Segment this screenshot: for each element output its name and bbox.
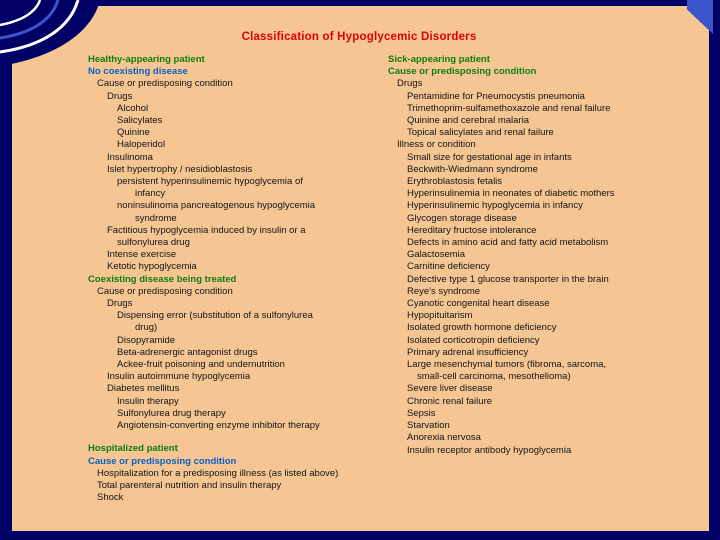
outline-line: small-cell carcinoma, mesothelioma) [417,371,571,383]
outline-line: Defects in amino acid and fatty acid metabolism [407,237,609,249]
outline-line: Isolated corticotropin deficiency [407,334,540,346]
outline-line: No coexisting disease [88,66,188,78]
outline-line: Sick-appearing patient [388,54,490,65]
outline-line: persistent hyperinsulinemic hypoglycemia of [117,176,303,188]
outline-line: Salicylates [117,115,163,127]
outline-line: Ketotic hypoglycemia [107,261,197,273]
bottom-border [0,531,720,540]
outline-line: Angiotensin-converting enzyme inhibitor therapy [117,420,320,432]
outline-line: Pentamidine for Pneumocystis pneumonia [407,90,585,102]
outline-line: Galactosemia [407,249,466,261]
outline-line: Drugs [107,90,133,102]
outline-line: Quinine and cerebral malaria [407,115,529,127]
slide-title: Classification of Hypoglycemic Disorders [241,31,477,43]
outline-line: Cause or predisposing condition [388,66,537,78]
outline-line: Insulin receptor antibody hypoglycemia [407,444,572,456]
outline-line: Healthy-appearing patient [88,54,205,65]
outline-line: Intense exercise [107,249,177,261]
outline-line: Hypopituitarism [407,310,473,322]
outline-line: Hyperinsulinemic hypoglycemia in infancy [407,200,583,212]
outline-line: Shock [97,492,124,504]
outline-line: Defective type 1 glucose transporter in the brain [407,273,609,285]
outline-line: Quinine [117,127,150,139]
outline-line: Haloperidol [117,139,166,151]
outline-line: Sulfonylurea drug therapy [117,407,226,419]
outline-line: Large mesenchymal tumors (fibroma, sarcoma, [407,359,607,371]
outline-line: Factitious hypoglycemia induced by insulin or a [107,224,306,236]
outline-line: Cause or predisposing condition [97,78,233,90]
outline-line: syndrome [135,212,177,224]
outline-line: Coexisting disease being treated [88,273,237,285]
outline-line: noninsulinoma pancreatogenous hypoglycemia [117,200,316,212]
columns [88,54,708,504]
outline-line: Severe liver disease [407,383,493,395]
outline-line: Insulinoma [107,151,153,163]
outline-line: Islet hypertrophy / nesidioblastosis [107,163,253,175]
outline-line: Cause or predisposing condition [88,455,237,467]
column-left [88,54,388,504]
outline-line: Cause or predisposing condition [97,285,233,297]
outline-line: Beckwith-Wiedmann syndrome [407,163,538,175]
outline-line: Sepsis [407,407,436,419]
outline-line: Erythroblastosis fetalis [407,176,503,188]
outline-line: Beta-adrenergic antagonist drugs [117,346,258,358]
outline-line: Dispensing error (substitution of a sulfonylurea [117,310,313,322]
outline-line: Topical salicylates and renal failure [407,127,554,139]
outline-line: Hospitalization for a predisposing illness (as listed above) [97,467,339,479]
left-border [0,0,12,540]
outline-line: sulfonylurea drug [117,237,190,249]
outline-line: Illness or condition [397,139,476,151]
outline-line: Reye's syndrome [407,285,481,297]
outline-line: Ackee-fruit poisoning and undernutrition [117,359,285,371]
outline-line: Cyanotic congenital heart disease [407,298,550,310]
outline-line: Trimethoprim-sulfamethoxazole and renal failure [407,102,611,114]
outline-line: Glycogen storage disease [407,212,517,224]
outline-line: Alcohol [117,102,149,114]
outline-line: Drugs [107,298,133,310]
outline-line: Diabetes mellitus [107,383,180,395]
spacer [88,432,388,443]
outline-line: Hereditary fructose intolerance [407,224,537,236]
outline-line: Anorexia nervosa [407,432,481,444]
right-border [709,0,720,540]
outline-line: Starvation [407,420,450,432]
outline-line: drug) [135,322,158,334]
outline-line: Chronic renal failure [407,395,493,407]
outline-line: Primary adrenal insufficiency [407,346,529,358]
outline-line: Total parenteral nutrition and insulin therapy [97,479,282,491]
outline-line: Insulin autoimmune hypoglycemia [107,371,251,383]
outline-line: Drugs [397,78,423,90]
top-right-accent-decoration [687,0,713,34]
outline-line: Small size for gestational age in infants [407,151,572,163]
outline-line: infancy [135,188,166,200]
outline-line: Disopyramide [117,334,176,346]
outline-line: Insulin therapy [117,395,179,407]
outline-line: Hospitalized patient [88,443,178,455]
outline-line: Hyperinsulinemia in neonates of diabetic mothers [407,188,615,200]
column-right [388,54,708,504]
outline-line: Carnitine deficiency [407,261,490,273]
outline-line: Isolated growth hormone deficiency [407,322,557,334]
